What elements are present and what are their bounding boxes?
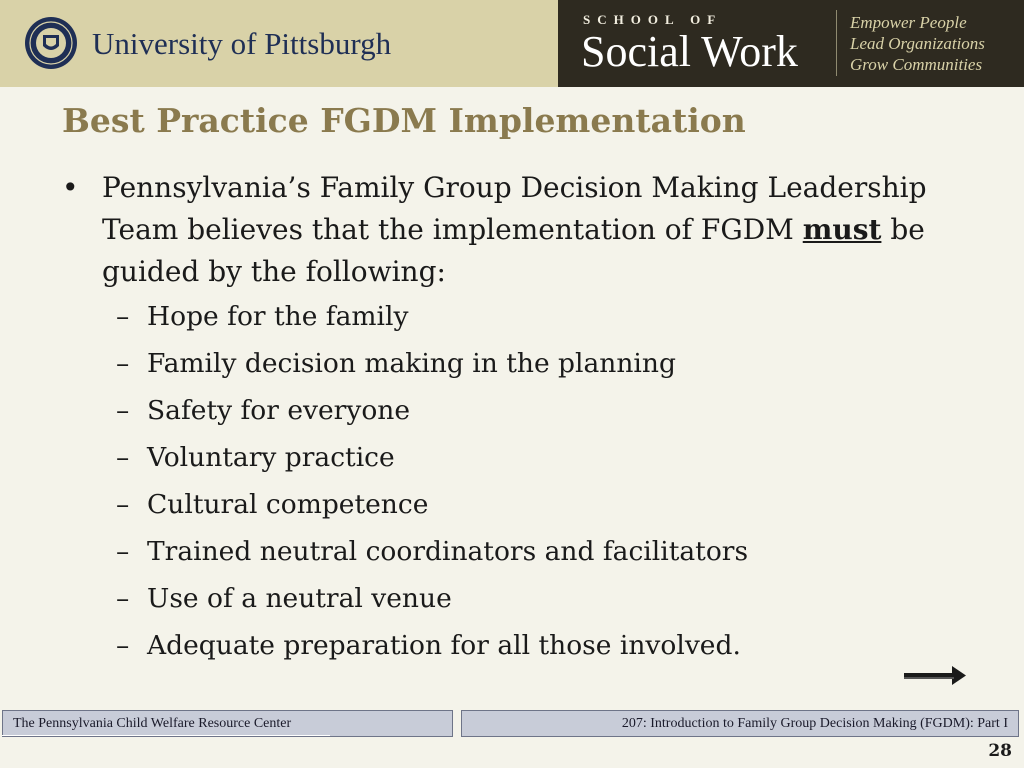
dash-mark: – bbox=[116, 442, 130, 473]
list-item bbox=[62, 575, 982, 622]
list-item bbox=[62, 622, 982, 669]
arrow-right-icon[interactable] bbox=[902, 664, 968, 686]
list-item-text: Safety for everyone bbox=[147, 395, 411, 426]
university-seal-icon bbox=[24, 16, 78, 70]
list-item bbox=[62, 434, 982, 481]
list-item-text: Cultural competence bbox=[147, 489, 429, 520]
footer-right-box bbox=[461, 710, 1019, 737]
header-divider bbox=[836, 10, 837, 76]
footer-left-box bbox=[2, 710, 453, 737]
list-item-text: Voluntary practice bbox=[147, 442, 395, 473]
list-item-text: Hope for the family bbox=[147, 301, 409, 332]
list-item-text: Trained neutral coordinators and facilitators bbox=[147, 536, 749, 567]
list-item-text: Adequate preparation for all those involved. bbox=[147, 630, 741, 661]
sub-bullet-list bbox=[62, 293, 982, 669]
bullet-emphasis: must bbox=[802, 213, 882, 246]
bullet-text-before: Pennsylvania’s Family Group Decision Making Leadership Team believes that the implementation of FGDM bbox=[102, 171, 927, 246]
dash-mark: – bbox=[116, 583, 130, 614]
tagline-line: Grow Communities bbox=[850, 55, 983, 74]
dash-mark: – bbox=[116, 489, 130, 520]
list-item-text: Use of a neutral venue bbox=[147, 583, 452, 614]
bullet-text-after: be guided by the following: bbox=[102, 213, 925, 288]
slide-body bbox=[62, 167, 982, 669]
school-tagline bbox=[850, 12, 985, 75]
main-bullet bbox=[62, 167, 982, 293]
dash-mark: – bbox=[116, 348, 130, 379]
list-item bbox=[62, 387, 982, 434]
dash-mark: – bbox=[116, 630, 130, 661]
page-number: 28 bbox=[988, 741, 1012, 761]
dash-mark: – bbox=[116, 301, 130, 332]
list-item-text: Family decision making in the planning bbox=[147, 348, 676, 379]
tagline-line: Lead Organizations bbox=[850, 34, 985, 53]
university-name: University of Pittsburgh bbox=[92, 26, 392, 61]
list-item bbox=[62, 481, 982, 528]
university-banner bbox=[0, 0, 558, 87]
slide-title: Best Practice FGDM Implementation bbox=[62, 101, 746, 140]
list-item bbox=[62, 528, 982, 575]
dash-mark: – bbox=[116, 536, 130, 567]
tagline-line: Empower People bbox=[850, 13, 967, 32]
list-item bbox=[62, 293, 982, 340]
list-item bbox=[62, 340, 982, 387]
bullet-mark: • bbox=[62, 171, 79, 204]
slide-header bbox=[0, 0, 1024, 87]
school-of-label: SCHOOL OF bbox=[583, 12, 723, 27]
school-name: Social Work bbox=[581, 27, 798, 76]
footer-course-title: 207: Introduction to Family Group Decision Making (FGDM): Part I bbox=[621, 716, 1008, 731]
footer-organization: The Pennsylvania Child Welfare Resource Center bbox=[13, 716, 292, 731]
footer-underline bbox=[2, 735, 330, 736]
dash-mark: – bbox=[116, 395, 130, 426]
